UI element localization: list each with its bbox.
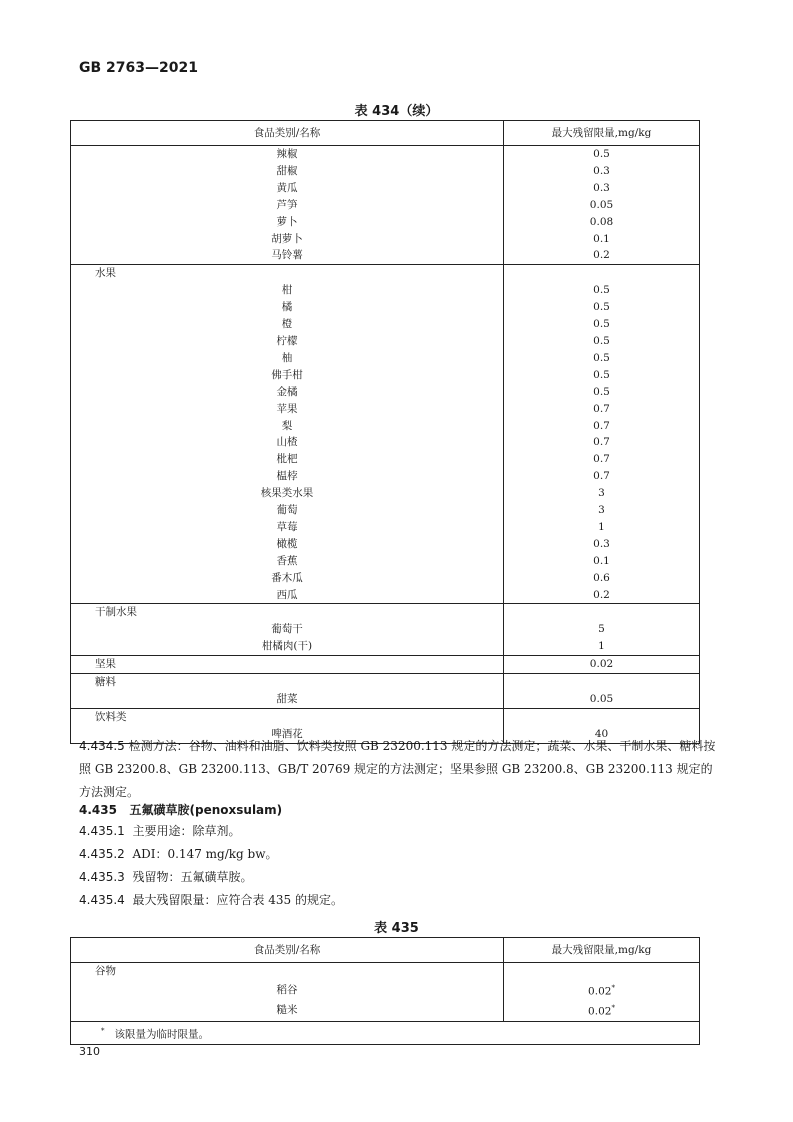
value-cell: 1: [598, 640, 605, 653]
mrl-value: 0.02: [588, 985, 612, 998]
table-row: [71, 163, 700, 180]
food-cell: 葡萄干: [71, 621, 504, 638]
value-cell: 0.2: [593, 588, 610, 601]
food-cell: 草莓: [71, 519, 504, 536]
table-435: [70, 937, 700, 1045]
value-cell: 0.05: [589, 198, 614, 211]
value-cell: [504, 1000, 700, 1021]
food-cell: 柑: [71, 282, 504, 299]
value-cell: 0.5: [593, 351, 610, 364]
section-title: 五氟磺草胺(penoxsulam): [129, 803, 283, 817]
value-cell: 0.7: [593, 453, 610, 466]
value-cell: 5: [598, 623, 605, 636]
mrl-value: 0.02: [588, 1005, 612, 1018]
clause-number: 4.435.3: [79, 870, 125, 884]
value-cell: 0.08: [589, 215, 614, 228]
value-cell: 3: [598, 487, 605, 500]
value-cell: 0.2: [593, 249, 610, 262]
section-4-435-heading: [79, 801, 282, 818]
category-cell: 谷物: [71, 963, 504, 980]
table-row: [71, 214, 700, 231]
value-cell: 40: [594, 727, 609, 740]
clause-4-435-3: [79, 866, 719, 889]
table-row: [71, 401, 700, 418]
category-cell: 水果: [71, 265, 504, 282]
value-cell: 0.1: [593, 232, 610, 245]
footnote-text: 该限量为临时限量。: [114, 1028, 210, 1041]
table-row: [71, 553, 700, 570]
food-cell: 糙米: [71, 1000, 504, 1021]
value-cell: 0.3: [593, 164, 610, 177]
clause-4-435-2: [79, 843, 719, 866]
table-row: [71, 468, 700, 485]
table-row: [71, 519, 700, 536]
paragraph-4-434-5: [79, 735, 719, 804]
food-cell: 芦笋: [71, 197, 504, 214]
value-cell: [504, 265, 700, 282]
value-cell: 1: [598, 520, 605, 533]
food-cell: 西瓜: [71, 587, 504, 604]
value-cell: 0.7: [593, 470, 610, 483]
footnote-mark: *: [101, 1026, 105, 1035]
category-cell: 糖料: [71, 674, 504, 691]
clause-number: 4.435.4: [79, 893, 125, 907]
table-row: [71, 536, 700, 553]
table-row: [71, 197, 700, 214]
value-cell: 0.02: [504, 656, 700, 674]
clause-4-435-1: [79, 820, 719, 843]
food-cell: 核果类水果: [71, 485, 504, 502]
category-cell: 干制水果: [71, 604, 504, 621]
footnote-mark: *: [611, 1004, 615, 1013]
food-cell: 啤酒花: [71, 726, 504, 743]
food-cell: 橘: [71, 299, 504, 316]
table-row: [71, 350, 700, 367]
value-cell: 0.5: [593, 148, 610, 160]
food-cell: 枇杷: [71, 451, 504, 468]
clause-text: 残留物：五氟磺草胺。: [132, 870, 253, 884]
table-row: [71, 638, 700, 655]
column-header-mrl: 最大残留限量,mg/kg: [504, 121, 700, 146]
value-cell: 0.1: [593, 554, 610, 567]
table-row: [71, 434, 700, 451]
food-cell: 番木瓜: [71, 570, 504, 587]
value-cell: 0.5: [593, 368, 610, 381]
food-cell: 山楂: [71, 434, 504, 451]
food-cell: 榅桲: [71, 468, 504, 485]
food-cell: 稻谷: [71, 980, 504, 1000]
food-cell: 葡萄: [71, 502, 504, 519]
value-cell: [504, 604, 700, 621]
table-row: [71, 485, 700, 502]
table-row: [71, 502, 700, 519]
value-cell: 0.7: [593, 402, 610, 415]
value-cell: 0.5: [593, 301, 610, 314]
food-cell: 甜椒: [71, 163, 504, 180]
value-cell: 0.7: [593, 419, 610, 432]
table-row: [71, 265, 700, 282]
column-header-food: 食品类别/名称: [71, 938, 504, 963]
table-row: [71, 621, 700, 638]
clause-text: 主要用途：除草剂。: [132, 824, 241, 838]
table-row: [71, 980, 700, 1000]
table-435-caption: 表 435: [374, 921, 419, 936]
food-cell: 柑橘肉(干): [71, 638, 504, 655]
food-cell: 马铃薯: [71, 247, 504, 264]
food-cell: 柠檬: [71, 333, 504, 350]
table-row: [71, 367, 700, 384]
table-row: [71, 656, 700, 674]
clause-number: 4.434.5: [79, 739, 125, 753]
table-row: [71, 231, 700, 248]
table-row: [71, 674, 700, 691]
table-434: [70, 120, 700, 744]
value-cell: [504, 674, 700, 691]
value-cell: [504, 980, 700, 1000]
category-cell: 坚果: [71, 656, 504, 674]
table-row: [71, 691, 700, 708]
clause-text: ADI：0.147 mg/kg bw。: [132, 847, 278, 861]
food-cell: 苹果: [71, 401, 504, 418]
column-header-mrl: 最大残留限量,mg/kg: [504, 938, 700, 963]
food-cell: 橄榄: [71, 536, 504, 553]
value-cell: 0.05: [589, 693, 614, 705]
table-row: [71, 451, 700, 468]
value-cell: 3: [598, 504, 605, 517]
clause-number: 4.435.2: [79, 847, 125, 861]
food-cell: 柚: [71, 350, 504, 367]
column-header-food: 食品类别/名称: [71, 121, 504, 146]
value-cell: 0.5: [593, 334, 610, 347]
food-cell: 萝卜: [71, 214, 504, 231]
value-cell: 0.5: [593, 318, 610, 331]
food-cell: 梨: [71, 418, 504, 435]
value-cell: [504, 708, 700, 725]
clause-list: [79, 820, 719, 912]
table-row: [71, 418, 700, 435]
food-cell: 金橘: [71, 384, 504, 401]
table-row: [71, 146, 700, 163]
clause-text: 检测方法：谷物、油料和油脂、饮料类按照 GB 23200.113 规定的方法测定；蔬菜、水果、干制水果、糖料按照 GB 23200.8、GB 23200.113、GB/T 20769 规定的方法测定；坚果参照 GB 23200.8、GB 23200.113 规定的方法测定。: [79, 739, 716, 799]
table-row: [71, 708, 700, 725]
food-cell: 佛手柑: [71, 367, 504, 384]
food-cell: 辣椒: [71, 146, 504, 163]
food-cell: 橙: [71, 316, 504, 333]
page-number: 310: [79, 1045, 100, 1058]
table-row: [71, 180, 700, 197]
table-row: [71, 1000, 700, 1021]
food-cell: 黄瓜: [71, 180, 504, 197]
value-cell: 0.3: [593, 537, 610, 550]
table-row: [71, 316, 700, 333]
section-number: 4.435: [79, 803, 117, 817]
clause-number: 4.435.1: [79, 824, 125, 838]
table-row: [71, 963, 700, 980]
clause-text: 最大残留限量：应符合表 435 的规定。: [132, 893, 343, 907]
table-row: [71, 282, 700, 299]
food-cell: 胡萝卜: [71, 231, 504, 248]
value-cell: 0.6: [593, 571, 610, 584]
table-footnote-row: [71, 1021, 700, 1044]
food-cell: 香蕉: [71, 553, 504, 570]
table-row: [71, 384, 700, 401]
clause-4-435-4: [79, 889, 719, 912]
table-row: [71, 299, 700, 316]
table-row: [71, 587, 700, 604]
table-row: [71, 333, 700, 350]
value-cell: 0.3: [593, 181, 610, 194]
standard-code: GB 2763—2021: [79, 60, 198, 76]
value-cell: 0.5: [593, 385, 610, 398]
table-footnote: [71, 1021, 700, 1044]
category-cell: 饮料类: [71, 708, 504, 725]
table-row: [71, 604, 700, 621]
value-cell: 0.5: [593, 284, 610, 297]
footnote-mark: *: [611, 983, 615, 992]
table-row: [71, 570, 700, 587]
value-cell: [504, 963, 700, 980]
food-cell: 甜菜: [71, 691, 504, 708]
value-cell: 0.7: [593, 436, 610, 449]
table-row: [71, 247, 700, 264]
table-434-caption: 表 434（续）: [354, 104, 439, 119]
